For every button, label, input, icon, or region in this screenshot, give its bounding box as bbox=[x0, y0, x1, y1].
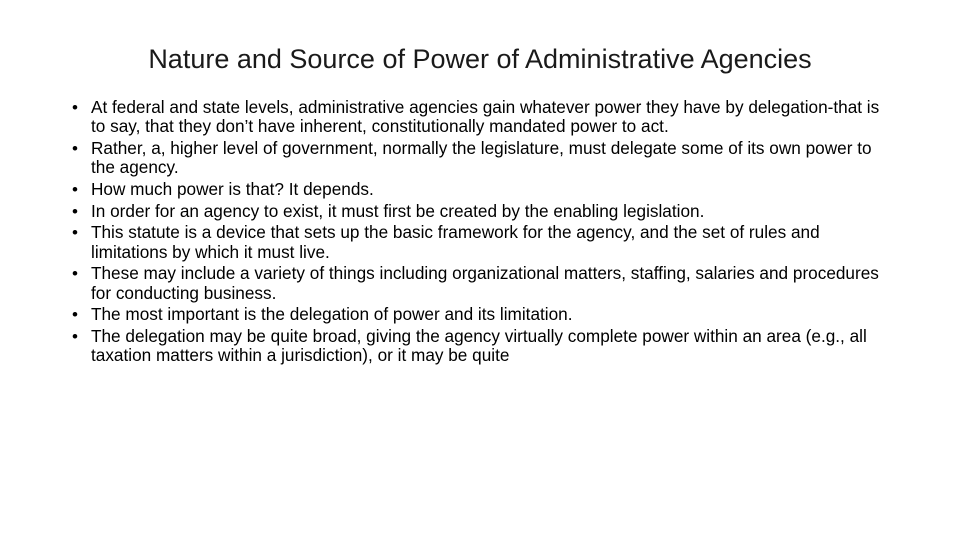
bullet-item bbox=[72, 180, 892, 199]
bullet-item bbox=[72, 98, 892, 137]
bullet-dot-icon: • bbox=[72, 264, 78, 284]
bullet-text: Rather, a, higher level of government, normally the legislature, must delegate some of its own power to the agency. bbox=[91, 138, 872, 178]
bullet-list bbox=[72, 98, 892, 368]
bullet-text: This statute is a device that sets up the basic framework for the agency, and the set of rules and limitations by which it must live. bbox=[91, 222, 820, 262]
bullet-item bbox=[72, 223, 892, 262]
bullet-dot-icon: • bbox=[72, 201, 78, 221]
bullet-dot-icon: • bbox=[72, 98, 78, 117]
bullet-item bbox=[72, 139, 892, 178]
bullet-text: These may include a variety of things including organizational matters, staffing, salaries and procedures for conducting business. bbox=[91, 263, 879, 303]
bullet-item bbox=[72, 305, 892, 324]
bullet-dot-icon: • bbox=[72, 305, 78, 325]
slide-title: Nature and Source of Power of Administrative Agencies bbox=[148, 44, 812, 74]
bullet-text: In order for an agency to exist, it must first be created by the enabling legislation. bbox=[91, 200, 705, 221]
bullet-item bbox=[72, 202, 892, 221]
bullet-item bbox=[72, 264, 892, 303]
bullet-text: At federal and state levels, administrative agencies gain whatever power they have by delegation-that is to say, that they don’t have inherent, constitutionally mandated power to act. bbox=[91, 97, 880, 137]
bullet-dot-icon: • bbox=[72, 180, 78, 199]
bullet-dot-icon: • bbox=[72, 223, 78, 243]
bullet-text: How much power is that? It depends. bbox=[91, 179, 374, 199]
bullet-text: The delegation may be quite broad, giving the agency virtually complete power within an area (e.g., all taxation matters within a jurisdiction), or it may be quite bbox=[91, 325, 867, 366]
bullet-item bbox=[72, 327, 892, 366]
bullet-dot-icon: • bbox=[72, 139, 78, 158]
bullet-text: The most important is the delegation of power and its limitation. bbox=[91, 304, 573, 325]
bullet-dot-icon: • bbox=[72, 326, 78, 346]
